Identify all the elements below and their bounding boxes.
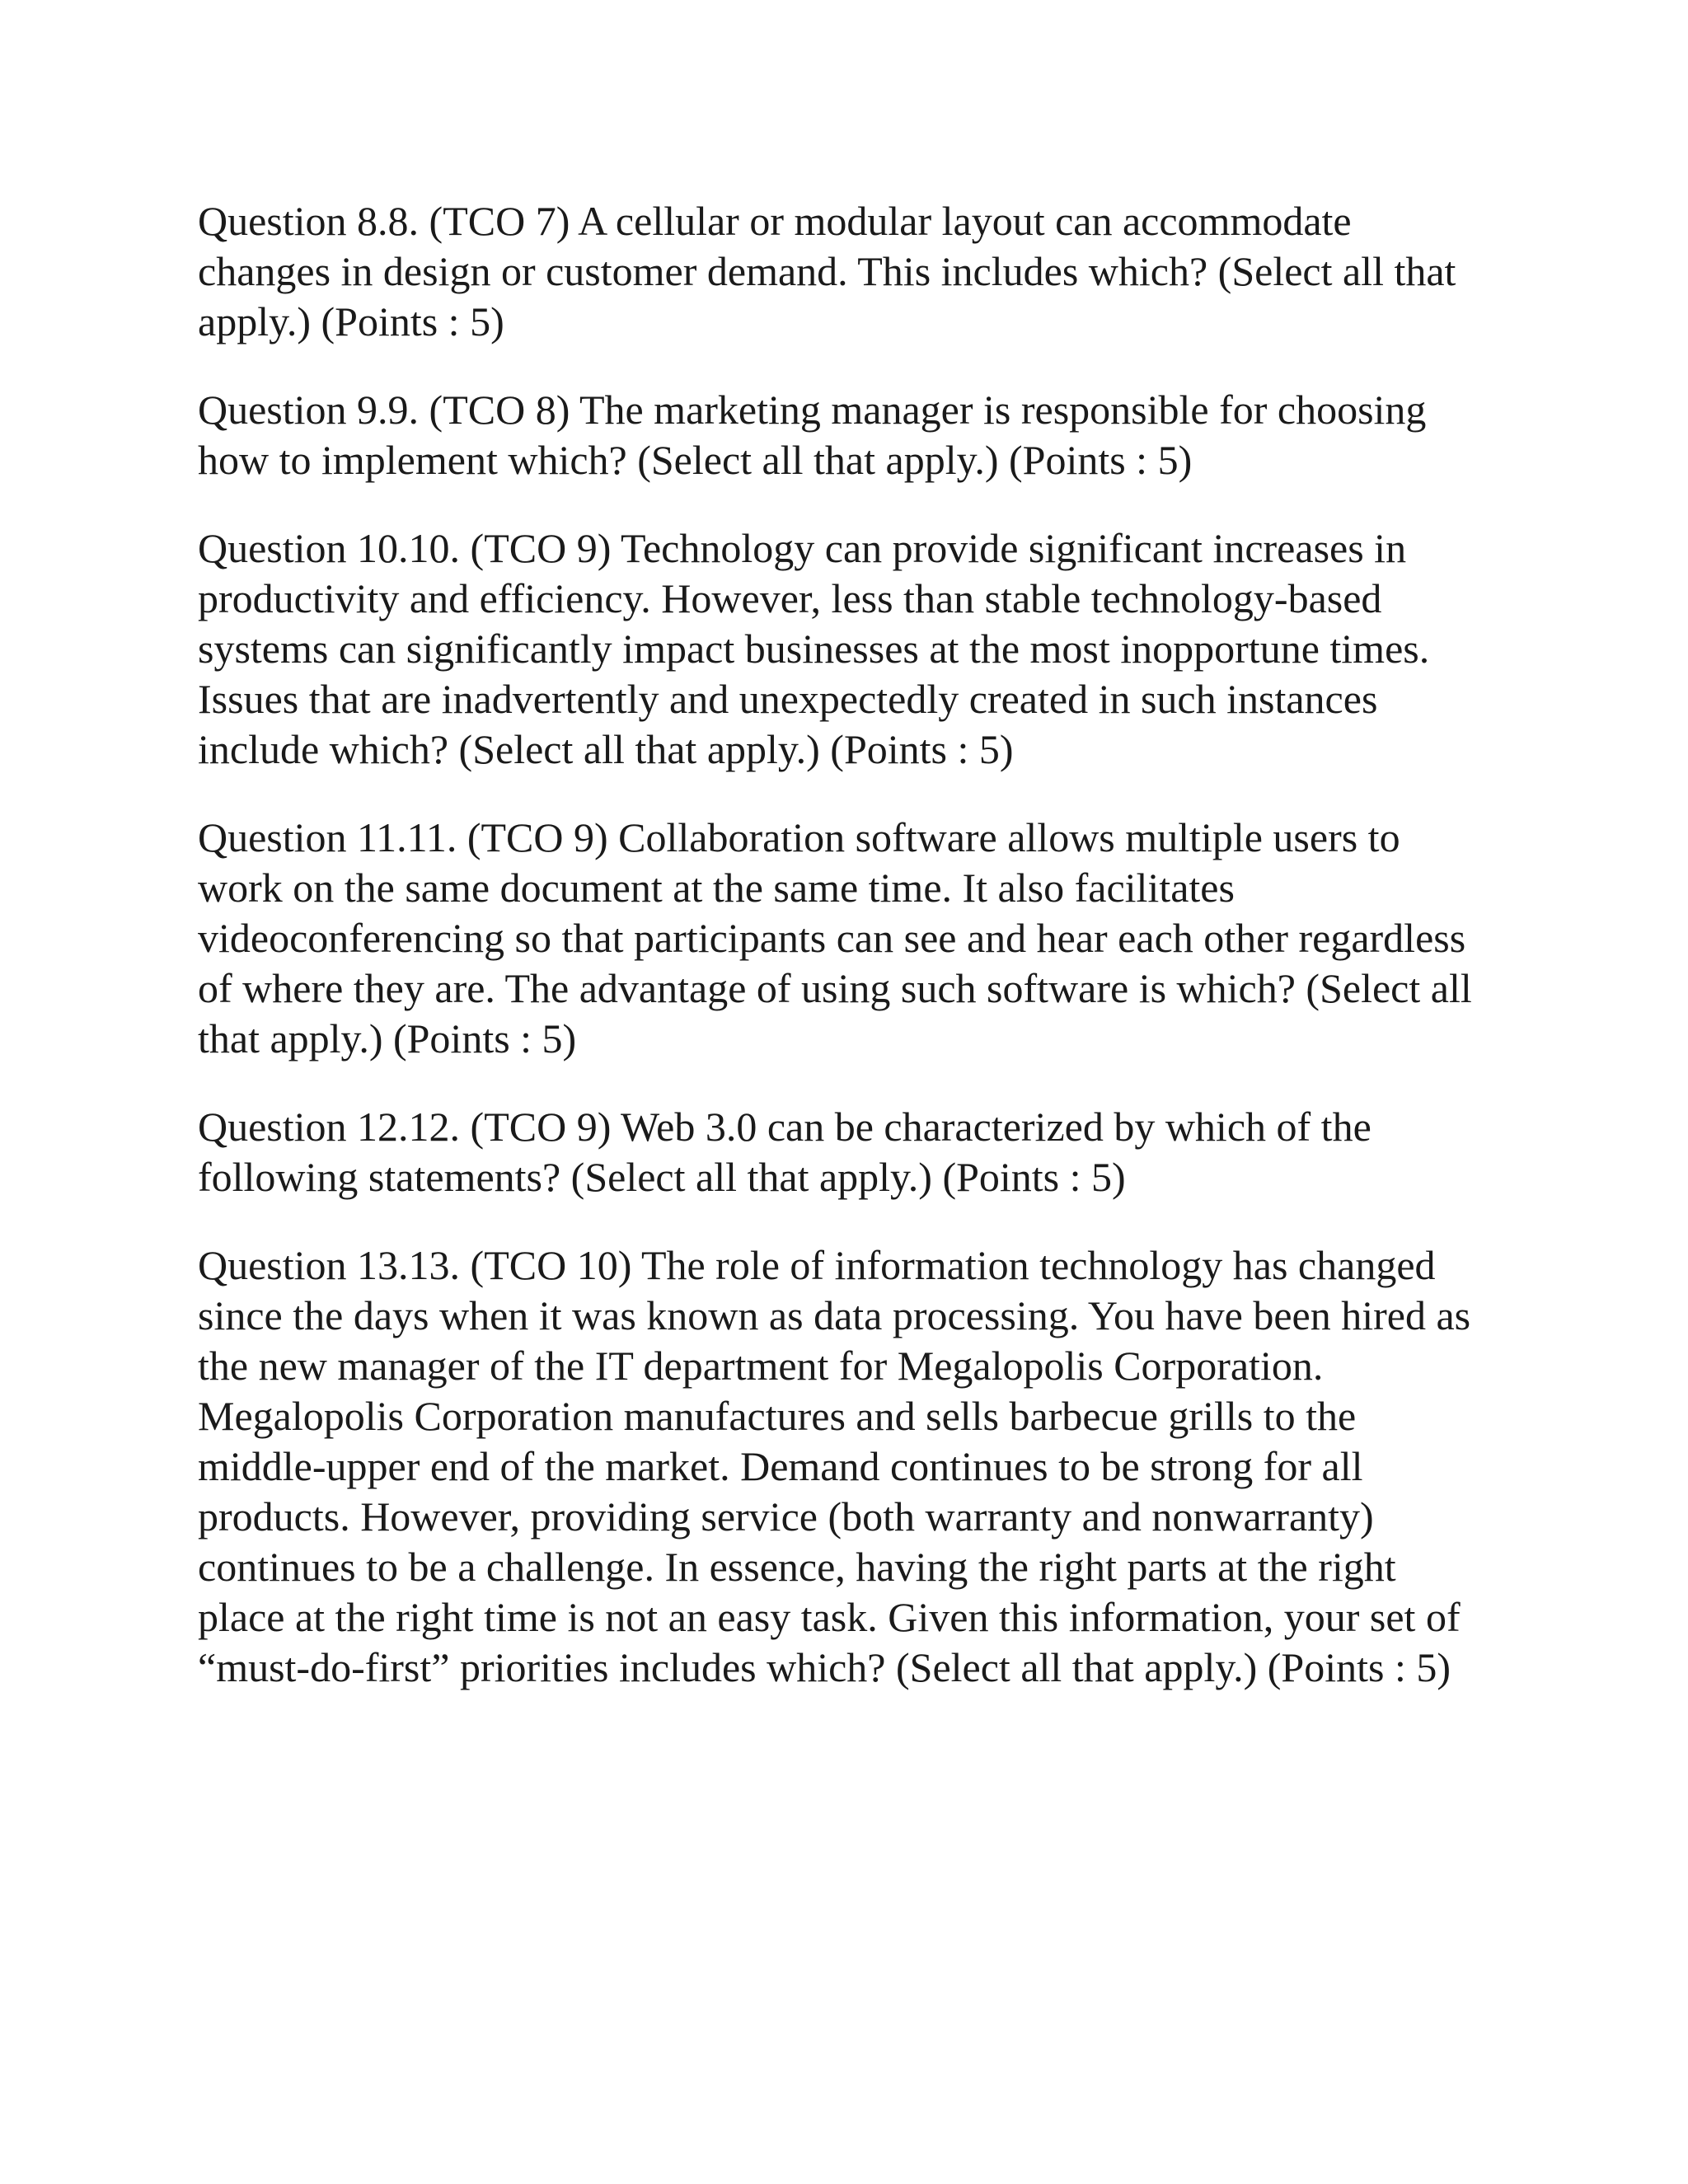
question-list — [198, 196, 1484, 1693]
question-13: Question 13.13. (TCO 10) The role of information technology has changed since the days when it was known as data processing. You have been hired as the new manager of the IT department for Megalopolis Corporation. Megalopolis Corporation manufactures and sells barbecue grills to the middle-upper end of the market. Demand continues to be strong for all products. However, providing service (both warranty and nonwarranty) continues to be a challenge. In essence, having the right parts at the right place at the right time is not an easy task. Given this information, your set of “must-do-first” priorities includes which? (Select all that apply.) (Points : 5) — [198, 1242, 1471, 1690]
question-8: Question 8.8. (TCO 7) A cellular or modular layout can accommodate changes in design or customer demand. This includes which? (Select all that apply.) (Points : 5) — [198, 198, 1456, 344]
question-11: Question 11.11. (TCO 9) Collaboration software allows multiple users to work on the same document at the same time. It also facilitates videoconferencing so that participants can see and hear each other regardless of where they are. The advantage of using such software is which? (Select all that apply.) (Points : 5) — [198, 814, 1472, 1062]
question-12: Question 12.12. (TCO 9) Web 3.0 can be characterized by which of the following statements? (Select all that apply.) (Points : 5) — [198, 1104, 1372, 1200]
question-10: Question 10.10. (TCO 9) Technology can provide significant increases in productivity and efficiency. However, less than stable technology-based systems can significantly impact businesses at the most inopportune times. Issues that are inadvertently and unexpectedly created in such instances include which? (Select all that apply.) (Points : 5) — [198, 525, 1430, 772]
question-9: Question 9.9. (TCO 8) The marketing manager is responsible for choosing how to implement which? (Select all that apply.) (Points : 5) — [198, 387, 1427, 483]
